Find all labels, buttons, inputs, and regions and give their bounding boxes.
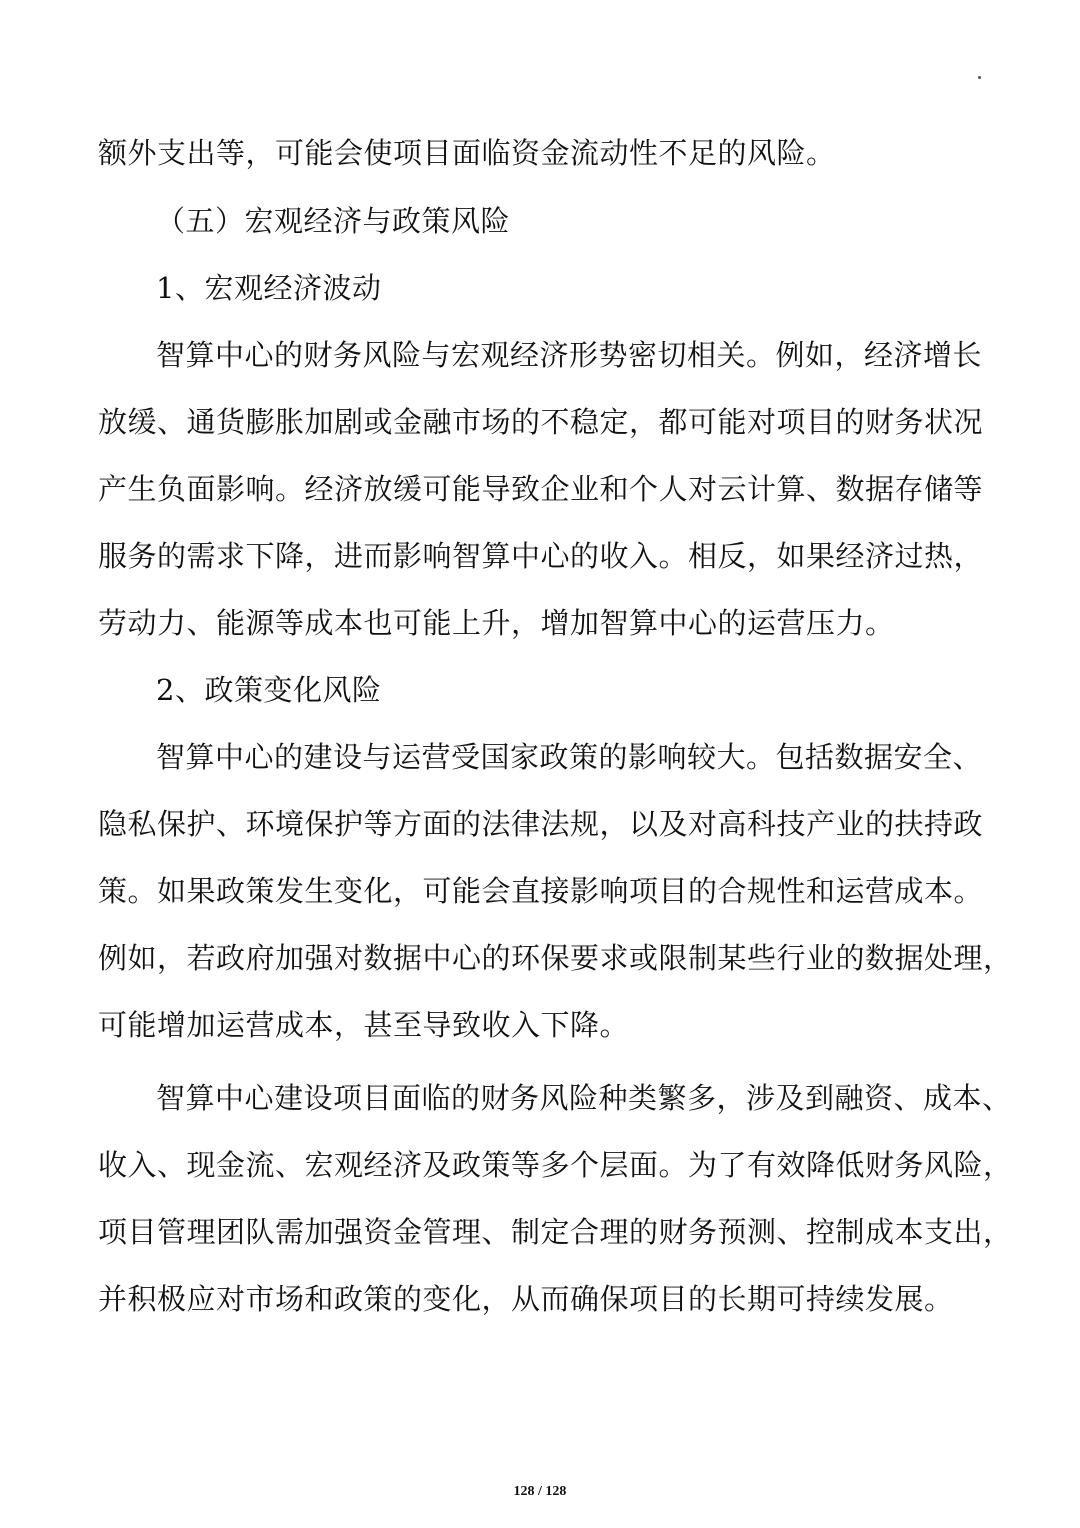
paragraph-line: 智算中心建设项目面临的财务风险种类繁多，涉及到融资、成本、 (156, 1081, 1012, 1115)
paragraph-line: 产生负面影响。经济放缓可能导致企业和个人对云计算、数据存储等 (98, 472, 984, 506)
paragraph-line: 例如，若政府加强对数据中心的环保要求或限制某些行业的数据处理， (98, 941, 1013, 975)
document-body (98, 118, 1013, 1333)
paragraph-continuation-line: 额外支出等，可能会使项目面临资金流动性不足的风险。 (98, 136, 836, 170)
page-number: 128 / 128 (513, 1484, 567, 1499)
paragraph-line: 策。如果政策发生变化，可能会直接影响项目的合规性和运营成本。 (98, 874, 984, 908)
subsection-heading: 2、政策变化风险 (156, 673, 382, 707)
paragraph-line: 隐私保护、环境保护等方面的法律法规，以及对高科技产业的扶持政 (98, 807, 984, 841)
paragraph-line: 放缓、通货膨胀加剧或金融市场的不稳定，都可能对项目的财务状况 (98, 405, 984, 439)
paragraph-line: 劳动力、能源等成本也可能上升，增加智算中心的运营压力。 (98, 606, 895, 640)
paragraph-line: 智算中心的建设与运营受国家政策的影响较大。包括数据安全、 (156, 740, 983, 774)
paragraph-line: 服务的需求下降，进而影响智算中心的收入。相反，如果经济过热， (98, 539, 984, 573)
subsection-heading: 1、宏观经济波动 (156, 271, 382, 305)
paragraph-line: 智算中心的财务风险与宏观经济形势密切相关。例如，经济增长 (156, 338, 983, 372)
section-heading: （五）宏观经济与政策风险 (156, 204, 511, 238)
paragraph-line: 并积极应对市场和政策的变化，从而确保项目的长期可持续发展。 (98, 1282, 954, 1316)
paragraph-line: 项目管理团队需加强资金管理、制定合理的财务预测、控制成本支出， (98, 1215, 1013, 1249)
paragraph-line: 可能增加运营成本，甚至导致收入下降。 (98, 1008, 630, 1042)
corner-dot-mark (978, 76, 981, 79)
paragraph-line: 收入、现金流、宏观经济及政策等多个层面。为了有效降低财务风险， (98, 1148, 1013, 1182)
